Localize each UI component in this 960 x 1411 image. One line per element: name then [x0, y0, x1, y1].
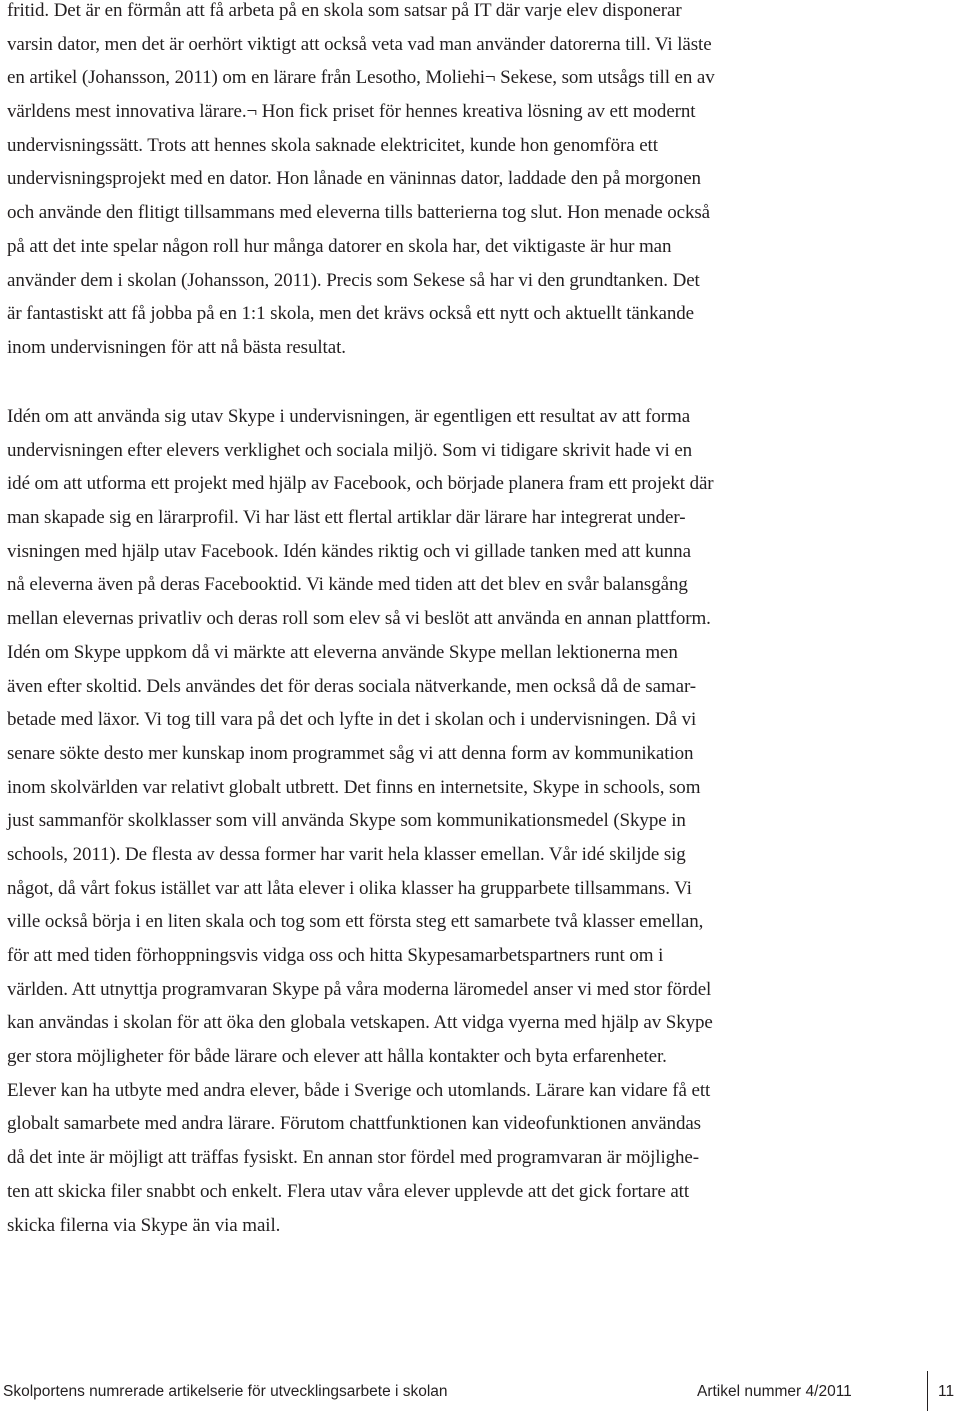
text-line: skicka filerna via Skype än via mail.: [7, 1214, 281, 1236]
text-line: fritid. Det är en förmån att få arbeta på en skola som satsar på IT där varje elev disponerar: [7, 0, 682, 21]
text-line: ger stora möjligheter för både lärare och elever att hålla kontakter och byta erfarenheter.: [7, 1046, 667, 1068]
text-line: världen. Att utnyttja programvaran Skype på våra moderna läromedel anser vi med stor fördel: [7, 978, 712, 1000]
text-line: en artikel (Johansson, 2011) om en lärare från Lesotho, Moliehi¬ Sekese, som utsågs till en av: [7, 67, 715, 89]
paragraph-1: [7, 0, 957, 365]
text-line: ville också börja i en liten skala och tog som ett första steg ett samarbete två klasser emellan,: [7, 911, 704, 933]
text-line: betade med läxor. Vi tog till vara på det och lyfte in det i skolan och i undervisningen. Då vi: [7, 709, 697, 731]
text-line: Idén om att använda sig utav Skype i undervisningen, är egentligen ett resultat av att forma: [7, 406, 691, 427]
text-line: är fantastiskt att få jobba på en 1:1 skola, men det krävs också ett nytt och aktuellt tänkande: [7, 303, 694, 325]
article-number: Artikel nummer 4/2011: [697, 1383, 852, 1400]
text-line: ten att skicka filer snabbt och enkelt. Flera utav våra elever upplevde att det gick fortare att: [7, 1180, 690, 1202]
text-line: något, då vårt fokus istället var att låta elever i olika klasser ha grupparbete tillsammans. Vi: [7, 877, 692, 899]
text-line: inom undervisningen för att nå bästa resultat.: [7, 336, 346, 358]
text-line: Idén om Skype uppkom då vi märkte att eleverna använde Skype mellan lektionerna men: [7, 641, 678, 663]
page-number: 11: [938, 1383, 955, 1400]
text-line: då det inte är möjligt att träffas fysiskt. En annan stor fördel med programvaran är möjlighe-: [7, 1147, 699, 1169]
text-line: kan användas i skolan för att öka den globala vetskapen. Att vidga vyerna med hjälp av Skype: [7, 1012, 713, 1034]
text-line: visningen med hjälp utav Facebook. Idén kändes riktig och vi gillade tanken med att kunna: [7, 540, 691, 562]
text-line: just sammanför skolklasser som vill använda Skype som kommunikationsmedel (Skype in: [7, 810, 686, 832]
series-title: Skolportens numrerade artikelserie för utvecklingsarbete i skolan: [3, 1383, 448, 1400]
text-line: använder dem i skolan (Johansson, 2011). Precis som Sekese så har vi den grundtanken. Det: [7, 269, 700, 291]
text-line: undervisningssätt. Trots att hennes skola saknade elektricitet, kunde hon genomföra ett: [7, 134, 658, 156]
text-line: idé om att utforma ett projekt med hjälp av Facebook, och började planera fram ett projekt där: [7, 473, 714, 495]
text-line: varsin dator, men det är oerhört viktigt att också veta vad man använder datorerna till. Vi läste: [7, 33, 712, 55]
text-line: man skapade sig en lärarprofil. Vi har läst ett flertal artiklar där lärare har integrerat under-: [7, 507, 686, 529]
text-line: världens mest innovativa lärare.¬ Hon fick priset för hennes kreativa lösning av ett modernt: [7, 101, 696, 123]
paragraph-2: [7, 400, 957, 1242]
text-line: och använde den flitigt tillsammans med eleverna tills batterierna tog slut. Hon menade också: [7, 202, 710, 224]
text-line: senare sökte desto mer kunskap inom programmet såg vi att denna form av kommunikation: [7, 742, 694, 764]
text-line: Elever kan ha utbyte med andra elever, både i Sverige och utomlands. Lärare kan vidare få ett: [7, 1079, 711, 1101]
text-line: undervisningsprojekt med en dator. Hon lånade en väninnas dator, laddade den på morgonen: [7, 168, 701, 190]
text-line: inom skolvärlden var relativt globalt utbrett. Det finns en internetsite, Skype in schools, som: [7, 776, 701, 798]
footer-divider: [927, 1371, 928, 1411]
page-footer: [0, 1383, 960, 1404]
text-line: undervisningen efter elevers verklighet och sociala miljö. Som vi tidigare skrivit hade vi en: [7, 439, 693, 461]
text-line: globalt samarbete med andra lärare. Förutom chattfunktionen kan videofunktionen användas: [7, 1113, 701, 1135]
text-line: schools, 2011). De flesta av dessa former har varit hela klasser emellan. Vår idé skiljde sig: [7, 843, 686, 865]
text-line: nå eleverna även på deras Facebooktid. Vi kände med tiden att det blev en svår balansgång: [7, 574, 688, 596]
text-line: för att med tiden förhoppningsvis vidga oss och hitta Skypesamarbetspartners runt om i: [7, 945, 664, 966]
text-line: på att det inte spelar någon roll hur många datorer en skola har, det viktigaste är hur man: [7, 235, 672, 257]
text-line: mellan elevernas privatliv och deras roll som elev så vi beslöt att använda en annan plattform.: [7, 608, 711, 630]
text-line: även efter skoltid. Dels användes det för deras sociala nätverkande, men också då de samar-: [7, 675, 697, 697]
